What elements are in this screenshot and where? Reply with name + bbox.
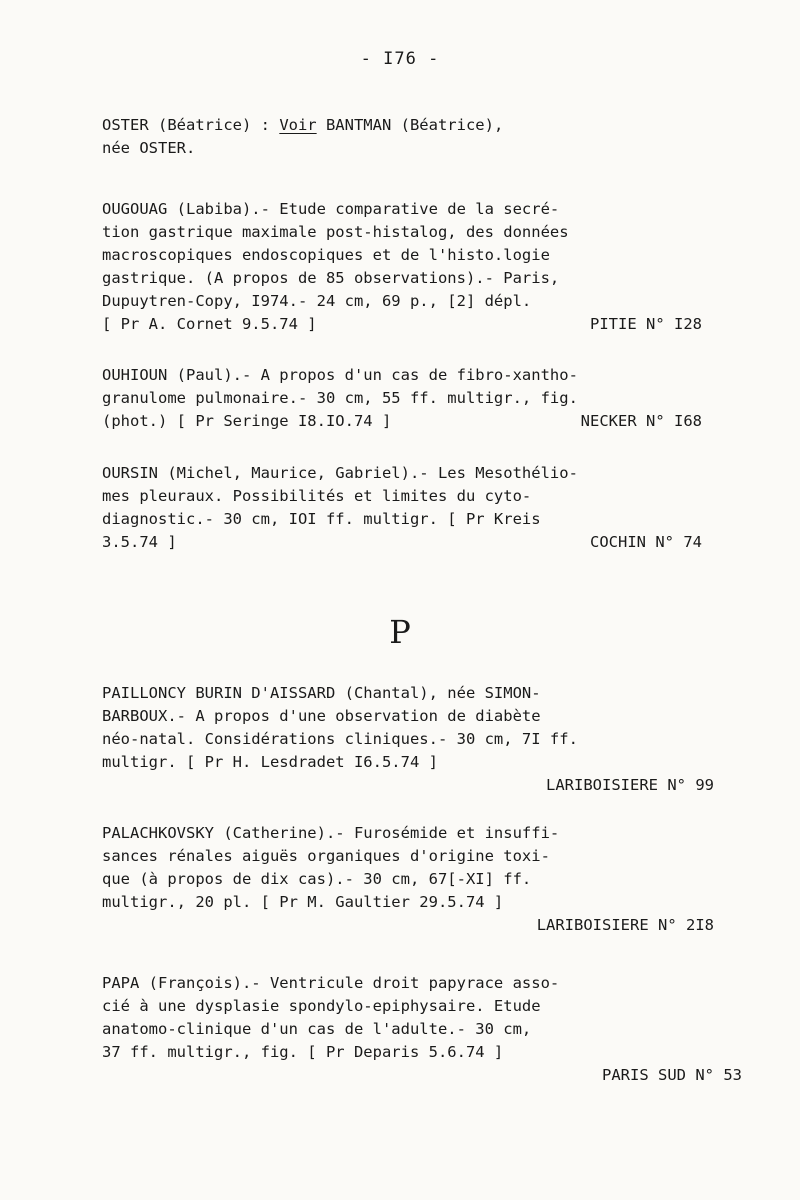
entry-line: PAPA (François).- Ventricule droit papyrace asso-	[102, 974, 560, 992]
call-number: LARIBOISIERE N° 99	[546, 776, 714, 794]
entry-line: OUGOUAG (Labiba).- Etude comparative de la secré-	[102, 200, 560, 218]
call-number: NECKER N° I68	[580, 412, 702, 430]
entry-ouhioun	[102, 364, 702, 433]
jury-reference: (phot.) [ Pr Seringe I8.IO.74 ]	[102, 412, 392, 430]
entry-line: cié à une dysplasie spondylo-epiphysaire. Etude	[102, 997, 541, 1015]
see-reference-link[interactable]: Voir	[279, 116, 317, 134]
entry-line: multigr. [ Pr H. Lesdradet I6.5.74 ]	[102, 753, 438, 771]
entry-line: mes pleuraux. Possibilités et limites du cyto-	[102, 487, 532, 505]
entry-line: diagnostic.- 30 cm, IOI ff. multigr. [ Pr Kreis	[102, 510, 541, 528]
entry-palachkovsky	[102, 822, 714, 937]
entry-line: gastrique. (A propos de 85 observations).- Paris,	[102, 269, 560, 287]
jury-reference: 3.5.74 ]	[102, 533, 177, 551]
entry-line: OURSIN (Michel, Maurice, Gabriel).- Les Mesothélio-	[102, 464, 578, 482]
entry-line: née OSTER.	[102, 139, 196, 157]
entry-line: 37 ff. multigr., fig. [ Pr Deparis 5.6.74 ]	[102, 1043, 504, 1061]
entry-line: tion gastrique maximale post-histalog, des données	[102, 223, 569, 241]
entry-line: que (à propos de dix cas).- 30 cm, 67[-XI] ff.	[102, 870, 532, 888]
call-number: LARIBOISIERE N° 2I8	[536, 916, 714, 934]
section-letter: P	[389, 613, 411, 651]
call-number: PARIS SUD N° 53	[602, 1066, 742, 1084]
entry-text: BANTMAN (Béatrice),	[316, 116, 504, 134]
entry-text: OSTER (Béatrice) :	[102, 116, 280, 134]
entry-line: PAILLONCY BURIN D'AISSARD (Chantal), née SIMON-	[102, 684, 541, 702]
entry-ougouag	[102, 198, 702, 336]
page-number: - I76 -	[360, 49, 440, 69]
entry-pailloncy	[102, 682, 714, 797]
entry-line: OUHIOUN (Paul).- A propos d'un cas de fibro-xantho-	[102, 366, 578, 384]
entry-line	[102, 313, 702, 336]
entry-line	[102, 410, 702, 433]
entry-line: sances rénales aiguës organiques d'origine toxi-	[102, 847, 550, 865]
entry-line: Dupuytren-Copy, I974.- 24 cm, 69 p., [2] dépl.	[102, 292, 532, 310]
call-number: PITIE N° I28	[590, 315, 702, 333]
entry-line: granulome pulmonaire.- 30 cm, 55 ff. multigr., fig.	[102, 389, 578, 407]
entry-line	[102, 531, 702, 554]
call-number: COCHIN N° 74	[590, 533, 702, 551]
entry-line: anatomo-clinique d'un cas de l'adulte.- 30 cm,	[102, 1020, 532, 1038]
entry-line: PALACHKOVSKY (Catherine).- Furosémide et insuffi-	[102, 824, 560, 842]
entry-line	[102, 114, 702, 137]
entry-line: macroscopiques endoscopiques et de l'histo.logie	[102, 246, 550, 264]
entry-oursin	[102, 462, 702, 554]
entry-line: néo-natal. Considérations cliniques.- 30 cm, 7I ff.	[102, 730, 578, 748]
entry-oster	[102, 114, 702, 160]
entry-papa	[102, 972, 742, 1087]
entry-line: BARBOUX.- A propos d'une observation de diabète	[102, 707, 541, 725]
entry-line: multigr., 20 pl. [ Pr M. Gaultier 29.5.74 ]	[102, 893, 504, 911]
jury-reference: [ Pr A. Cornet 9.5.74 ]	[102, 315, 317, 333]
